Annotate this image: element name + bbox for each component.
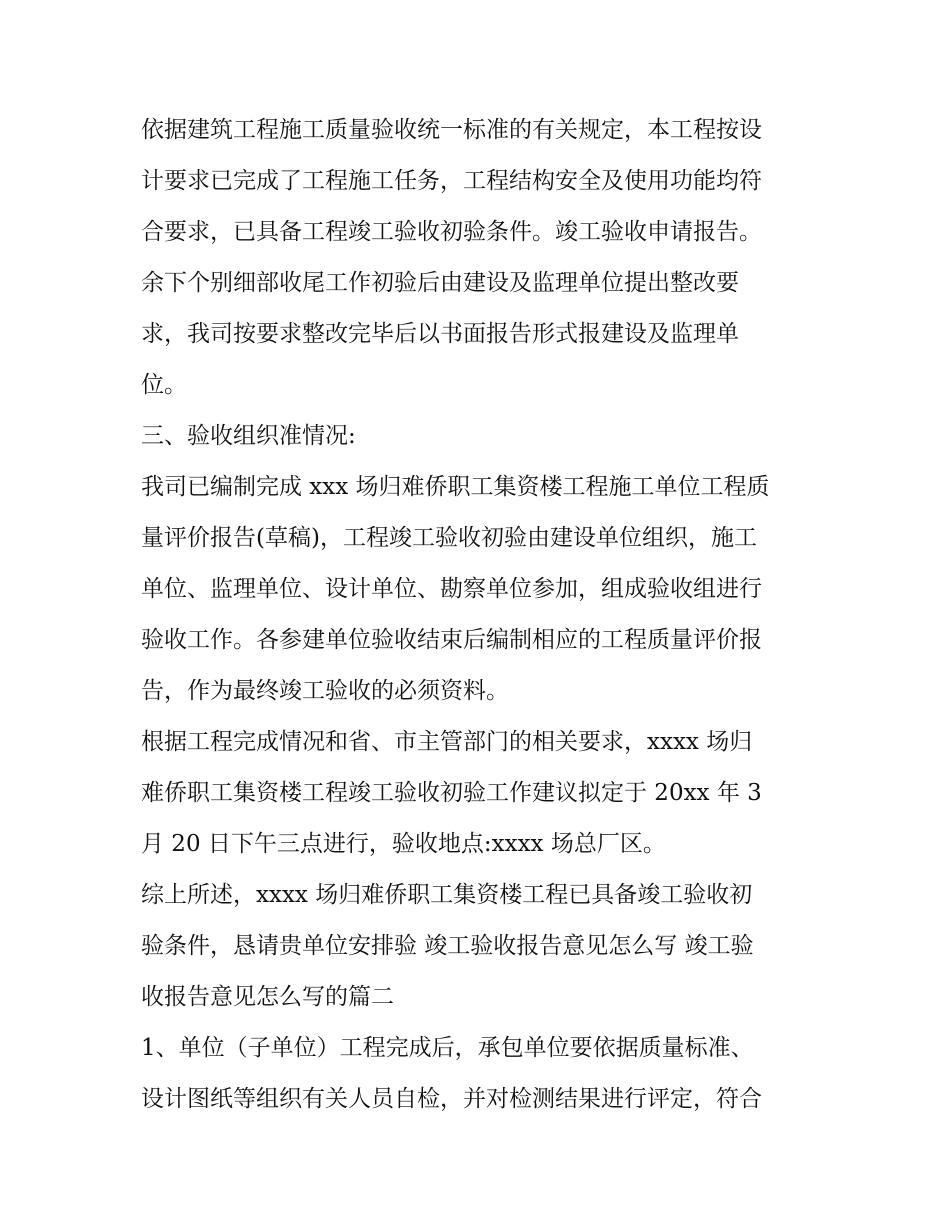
document-body: [141, 105, 821, 1125]
text-line: 我司已编制完成 xxx 场归难侨职工集资楼工程施工单位工程质: [141, 474, 770, 500]
list-item: 1、单位（子单位）工程完成后，承包单位要依据质量标准、: [141, 1035, 754, 1061]
text-line: 设计图纸等组织有关人员自检，并对检测结果进行评定，符合: [141, 1086, 762, 1112]
text-line: 求，我司按要求整改完毕后以书面报告形式报建设及监理单: [141, 321, 739, 347]
section-heading: 三、验收组织准情况:: [141, 423, 356, 449]
text-line: 单位、监理单位、设计单位、勘察单位参加，组成验收组进行: [141, 576, 762, 602]
text-line: 验条件，恳请贵单位安排验 竣工验收报告意见怎么写 竣工验: [141, 933, 754, 959]
text-line: 告，作为最终竣工验收的必须资料。: [141, 678, 509, 704]
text-line: 验收工作。各参建单位验收结束后编制相应的工程质量评价报: [141, 627, 762, 653]
text-line: 量评价报告(草稿)，工程竣工验收初验由建设单位组织，施工: [141, 525, 757, 551]
text-line: 难侨职工集资楼工程竣工验收初验工作建议拟定于 20xx 年 3: [141, 780, 762, 806]
text-line: 计要求已完成了工程施工任务，工程结构安全及使用功能均符: [141, 168, 762, 194]
text-line: 收报告意见怎么写的篇二: [141, 984, 394, 1010]
text-line: 位。: [141, 372, 187, 398]
text-line: 合要求，已具备工程竣工验收初验条件。竣工验收申请报告。: [141, 219, 762, 245]
text-line: 余下个别细部收尾工作初验后由建设及监理单位提出整改要: [141, 270, 739, 296]
text-line: 综上所述，xxxx 场归难侨职工集资楼工程已具备竣工验收初: [141, 882, 753, 908]
text-line: 根据工程完成情况和省、市主管部门的相关要求，xxxx 场归: [141, 729, 753, 755]
text-line: 月 20 日下午三点进行，验收地点:xxxx 场总厂区。: [141, 831, 666, 857]
text-line: 依据建筑工程施工质量验收统一标准的有关规定，本工程按设: [141, 117, 762, 143]
